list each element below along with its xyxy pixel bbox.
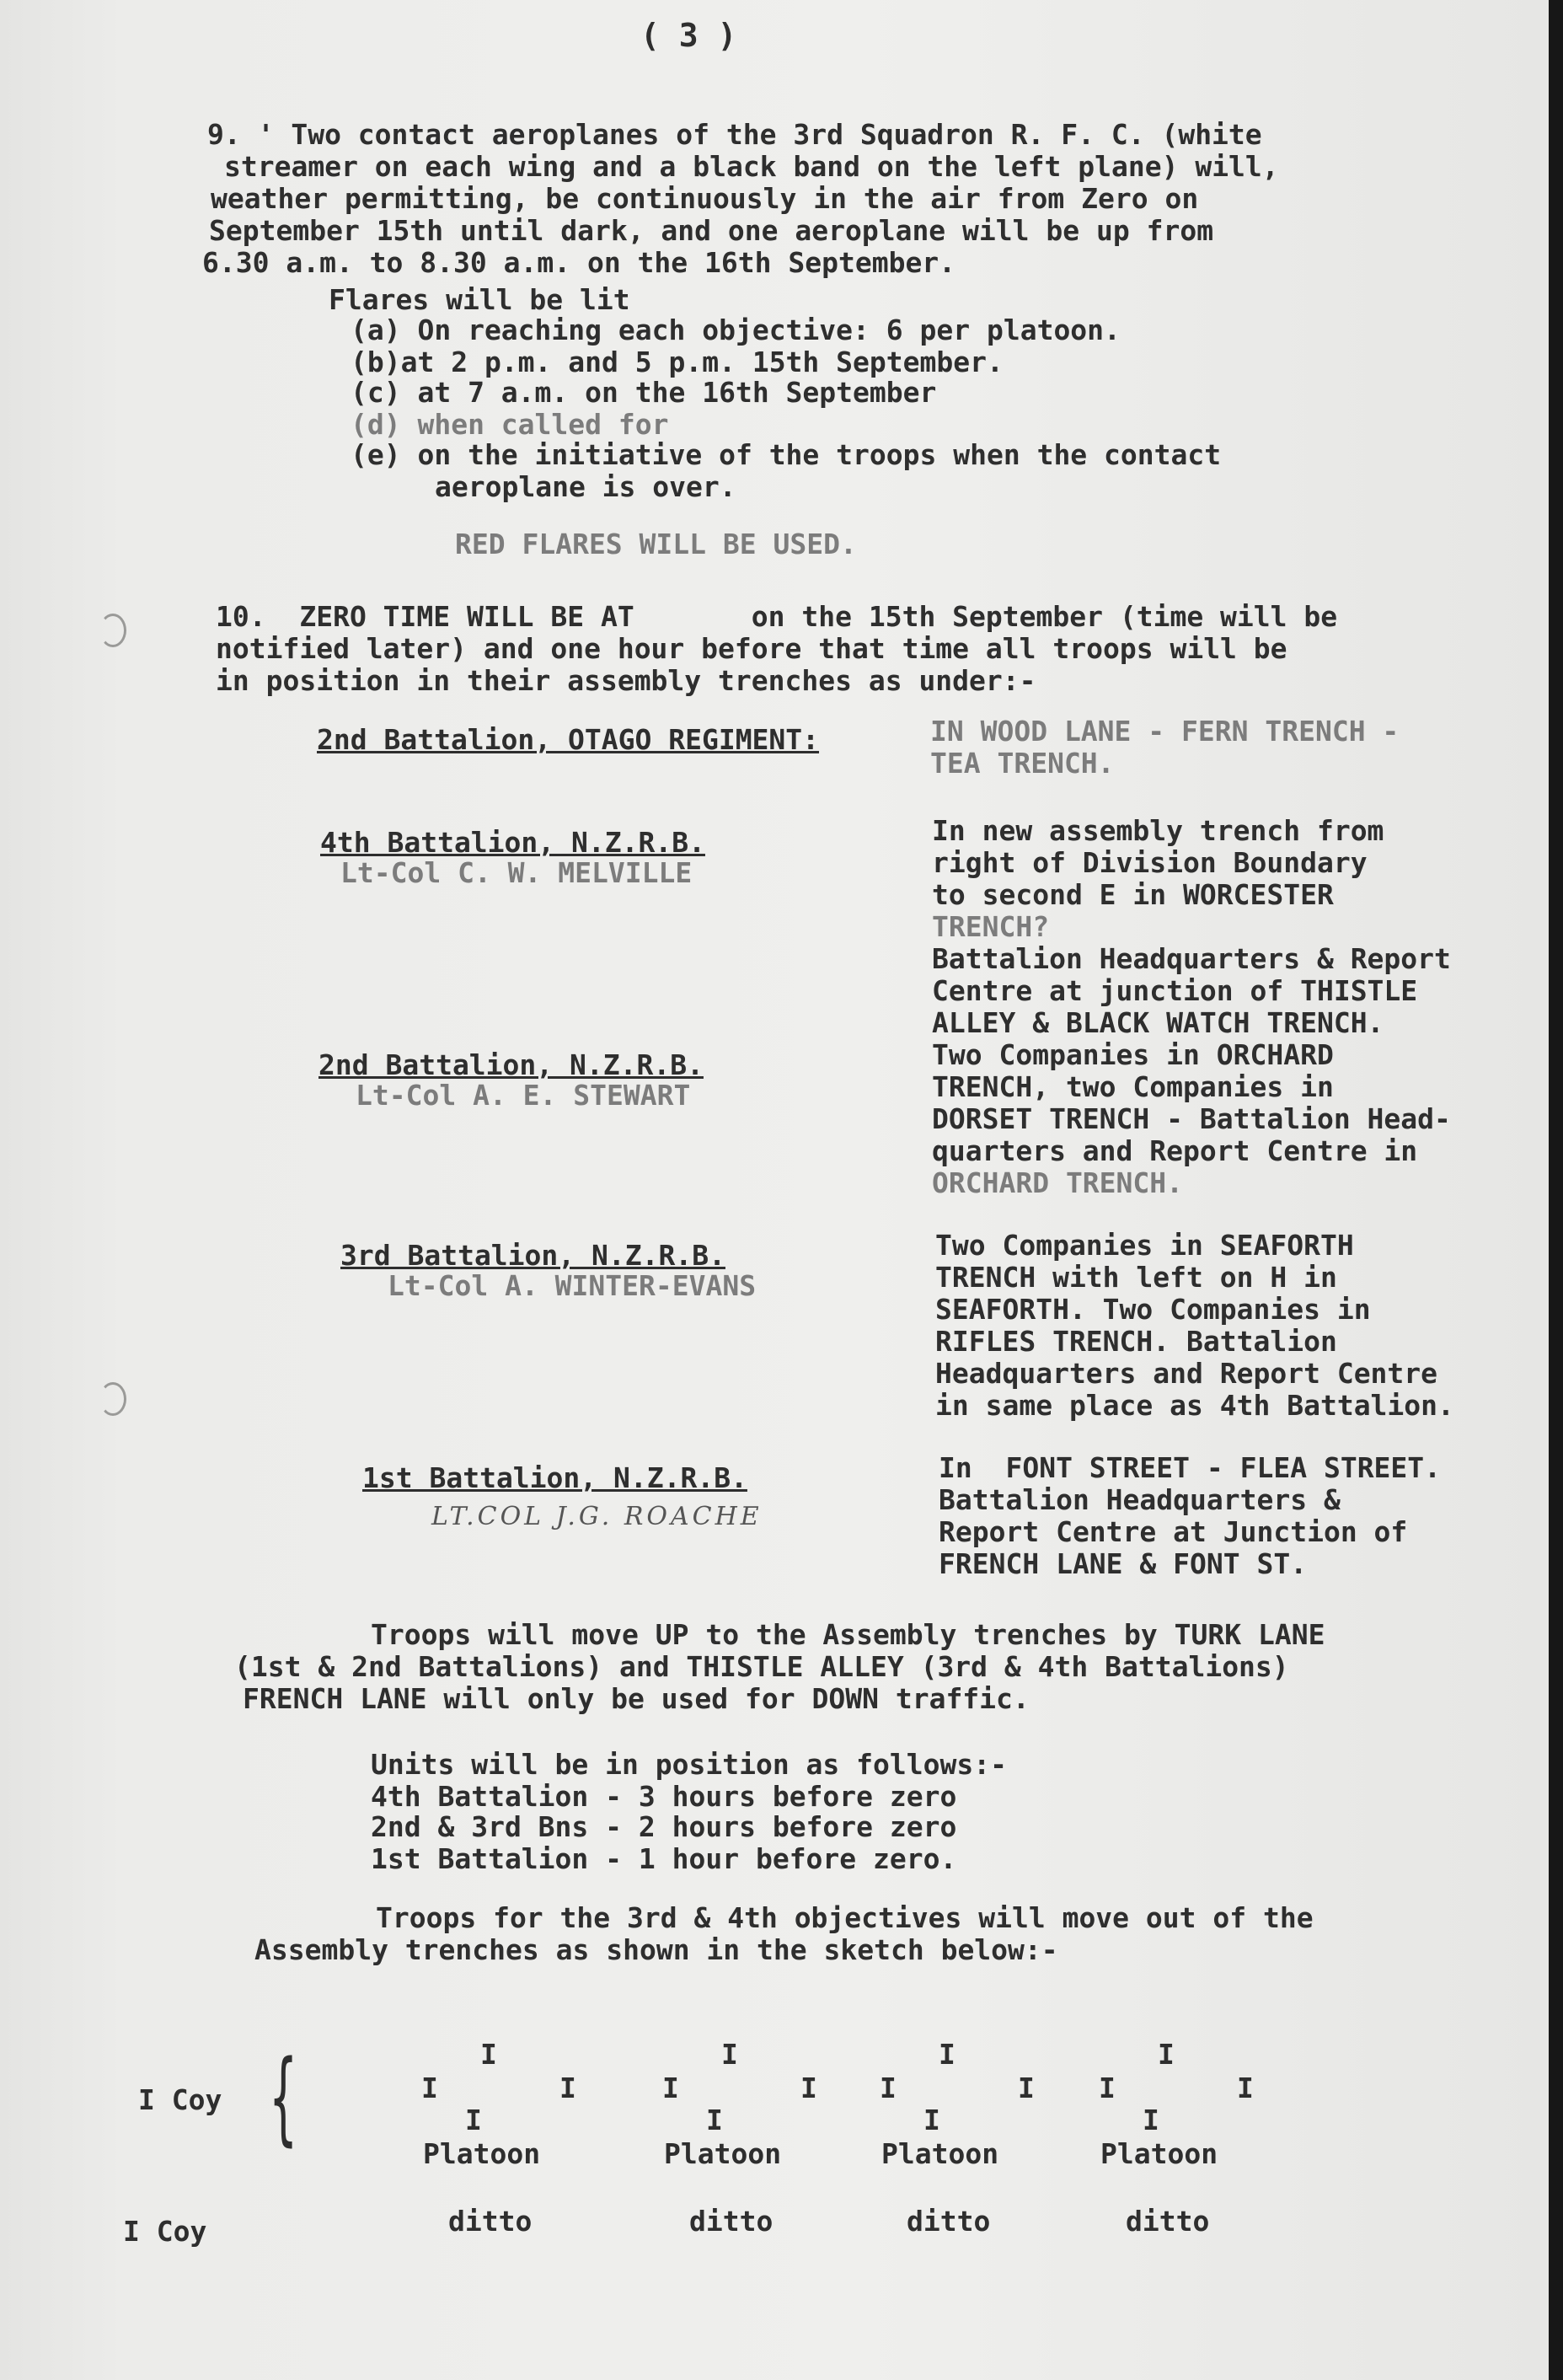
unit-position-line: SEAFORTH. Two Companies in — [935, 1293, 1371, 1326]
unit-position-line: Battalion Headquarters & — [939, 1483, 1341, 1516]
para10-line: in position in their assembly trenches as under:- — [216, 664, 1036, 697]
platoon-marker: I — [480, 2038, 497, 2071]
ditto-label: ditto — [689, 2205, 773, 2238]
unit-position-line: TRENCH with left on H in — [935, 1261, 1337, 1294]
ditto-label: ditto — [448, 2205, 533, 2238]
flares-item: aeroplane is over. — [435, 470, 736, 503]
platoon-marker: I — [923, 2104, 940, 2136]
platoon-marker: I — [465, 2104, 482, 2136]
platoon-label: Platoon — [1100, 2137, 1218, 2170]
movement-line: Troops will move UP to the Assembly trenches by TURK LANE — [371, 1618, 1325, 1651]
unit-position-line: TRENCH, two Companies in — [932, 1070, 1334, 1103]
platoon-marker: I — [662, 2072, 679, 2104]
para9-line: weather permitting, be continuously in the air from Zero on — [211, 182, 1199, 215]
unit-position-line: DORSET TRENCH - Battalion Head- — [932, 1102, 1451, 1135]
unit-commander-handwritten: LT.COL J.G. ROACHE — [431, 1502, 763, 1531]
platoon-marker: I — [721, 2038, 738, 2071]
para10-line: 10. ZERO TIME WILL BE AT on the 15th September (time will be — [216, 600, 1338, 633]
unit-position-line: IN WOOD LANE - FERN TRENCH - — [930, 715, 1400, 748]
unit-position-line: Battalion Headquarters & Report — [932, 942, 1451, 975]
unit-commander: Lt-Col A. WINTER-EVANS — [388, 1269, 757, 1302]
ditto-label: ditto — [1126, 2205, 1210, 2238]
unit-position-line: to second E in WORCESTER — [932, 878, 1334, 911]
second-coy-label: I Coy — [123, 2215, 207, 2248]
unit-position-line: In FONT STREET - FLEA STREET. — [939, 1451, 1442, 1484]
para9-line: 9. ' Two contact aeroplanes of the 3rd Squadron R. F. C. (white — [207, 118, 1262, 151]
platoon-marker: I — [559, 2072, 576, 2104]
para9-line: 6.30 a.m. to 8.30 a.m. on the 16th September. — [202, 246, 956, 279]
platoon-marker: I — [800, 2072, 817, 2104]
platoon-marker: I — [421, 2072, 438, 2104]
flares-item: (c) at 7 a.m. on the 16th September — [351, 376, 937, 409]
flares-item: (b)at 2 p.m. and 5 p.m. 15th September. — [351, 346, 1004, 378]
platoon-marker: I — [939, 2038, 955, 2071]
para10-line: notified later) and one hour before that time all troops will be — [216, 632, 1287, 665]
unit-position-line: ALLEY & BLACK WATCH TRENCH. — [932, 1006, 1384, 1039]
unit-name: 2nd Battalion, OTAGO REGIMENT: — [317, 723, 820, 756]
unit-name: 3rd Battalion, N.Z.R.B. — [340, 1239, 725, 1272]
unit-position-line: Report Centre at Junction of — [939, 1515, 1408, 1548]
platoon-marker: I — [1018, 2072, 1035, 2104]
unit-position-line: Headquarters and Report Centre — [935, 1357, 1438, 1390]
unit-commander: Lt-Col A. E. STEWART — [356, 1079, 691, 1112]
flares-item: (d) when called for — [351, 408, 669, 441]
unit-position-line: RIFLES TRENCH. Battalion — [935, 1325, 1337, 1358]
para9-line: September 15th until dark, and one aeroplane will be up from — [209, 214, 1214, 247]
para9-line: streamer on each wing and a black band on the left plane) will, — [224, 150, 1279, 183]
flares-item: (a) On reaching each objective: 6 per platoon. — [351, 314, 1121, 346]
coy-brace: { — [269, 2040, 297, 2157]
unit-name: 1st Battalion, N.Z.R.B. — [362, 1461, 747, 1494]
page-number: ( 3 ) — [640, 17, 737, 54]
flares-item: (e) on the initiative of the troops when the contact — [351, 438, 1222, 471]
platoon-label: Platoon — [664, 2137, 782, 2170]
platoon-marker: I — [1158, 2038, 1175, 2071]
red-flares-note: RED FLARES WILL BE USED. — [455, 528, 857, 560]
platoon-marker: I — [1099, 2072, 1116, 2104]
platoon-marker: I — [1237, 2072, 1254, 2104]
unit-position-line: In new assembly trench from — [932, 814, 1384, 847]
movement-line: (1st & 2nd Battalions) and THISTLE ALLEY (3rd & 4th Battalions) — [234, 1650, 1289, 1683]
unit-position-line: ORCHARD TRENCH. — [932, 1166, 1184, 1199]
platoon-marker: I — [1143, 2104, 1159, 2136]
flares-heading: Flares will be lit — [329, 283, 630, 316]
sketch-intro-line: Troops for the 3rd & 4th objectives will move out of the — [376, 1901, 1314, 1934]
unit-position-line: quarters and Report Centre in — [932, 1134, 1418, 1167]
unit-position-line: Two Companies in ORCHARD — [932, 1038, 1334, 1071]
unit-position-line: Centre at junction of THISTLE — [932, 974, 1418, 1007]
unit-commander: Lt-Col C. W. MELVILLE — [340, 856, 693, 889]
unit-position-line: right of Division Boundary — [932, 846, 1368, 879]
schedule-line: 2nd & 3rd Bns - 2 hours before zero — [371, 1810, 957, 1843]
unit-position-line: Two Companies in SEAFORTH — [935, 1229, 1354, 1262]
unit-position-line: FRENCH LANE & FONT ST. — [939, 1547, 1308, 1580]
schedule-line: 4th Battalion - 3 hours before zero — [371, 1780, 957, 1813]
ditto-label: ditto — [907, 2205, 991, 2238]
sketch-intro-line: Assembly trenches as shown in the sketch below:- — [254, 1933, 1058, 1966]
schedule-line: 1st Battalion - 1 hour before zero. — [371, 1842, 957, 1875]
platoon-label: Platoon — [423, 2137, 541, 2170]
platoon-label: Platoon — [881, 2137, 999, 2170]
movement-line: FRENCH LANE will only be used for DOWN traffic. — [243, 1682, 1030, 1715]
coy-label: I Coy — [138, 2083, 222, 2116]
schedule-heading: Units will be in position as follows:- — [371, 1748, 1007, 1781]
unit-name: 2nd Battalion, N.Z.R.B. — [318, 1048, 704, 1081]
unit-position-line: in same place as 4th Battalion. — [935, 1389, 1454, 1422]
platoon-marker: I — [880, 2072, 897, 2104]
unit-position-line: TEA TRENCH. — [930, 747, 1115, 780]
platoon-marker: I — [706, 2104, 723, 2136]
unit-name: 4th Battalion, N.Z.R.B. — [320, 826, 705, 859]
unit-position-line: TRENCH? — [932, 910, 1050, 943]
